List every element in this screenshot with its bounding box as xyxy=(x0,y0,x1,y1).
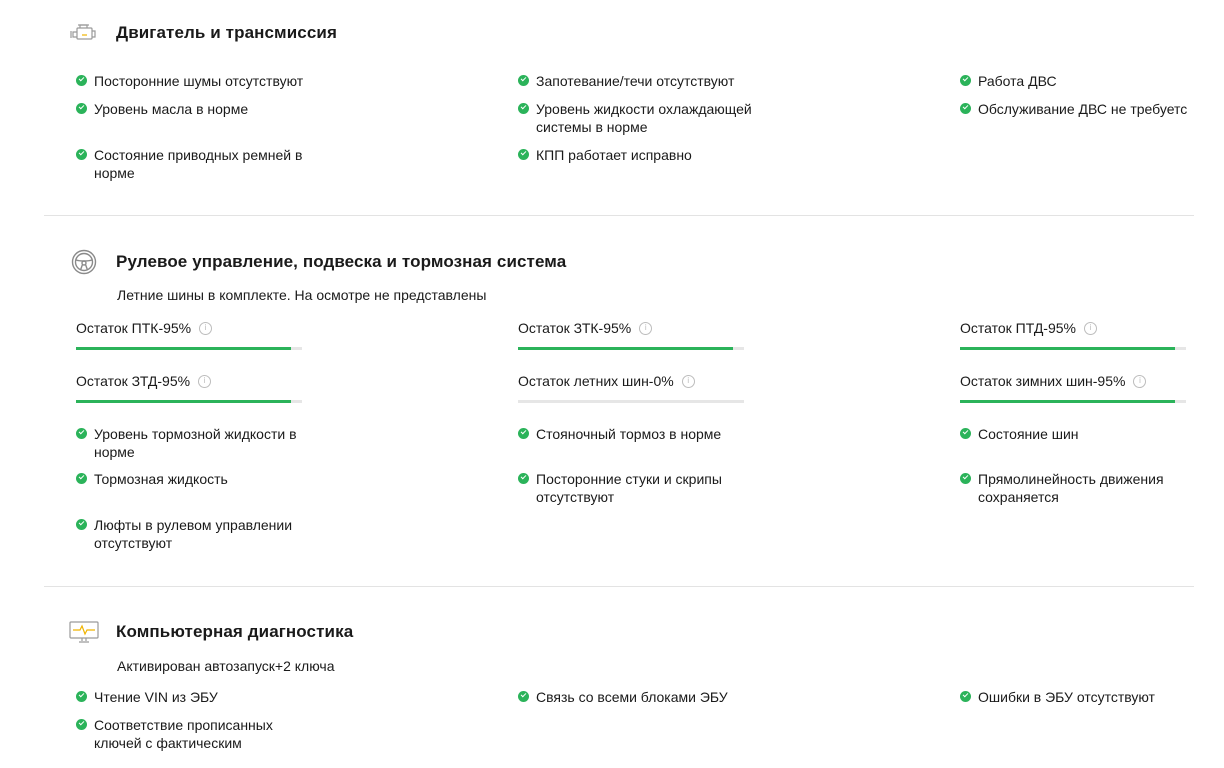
list-item xyxy=(960,688,1210,706)
engine-section-header xyxy=(68,18,337,48)
tire-meter-track xyxy=(76,347,302,350)
tire-meter-track xyxy=(518,347,744,350)
section-note: Активирован автозапуск+2 ключа xyxy=(117,658,335,674)
check-icon xyxy=(960,691,971,702)
tire-meter-fill xyxy=(960,347,1175,350)
list-item-label: Тормозная жидкость xyxy=(94,471,228,487)
list-item-label: Уровень тормозной жидкости в норме xyxy=(94,426,297,460)
diagnostics-section-header xyxy=(68,617,353,647)
list-item xyxy=(76,470,324,488)
list-item-label: Уровень жидкости охлаждающей системы в норме xyxy=(536,101,752,135)
list-item xyxy=(518,100,780,136)
check-icon xyxy=(76,75,87,86)
list-item-label: Люфты в рулевом управлении отсутствуют xyxy=(94,517,293,551)
section-note: Летние шины в комплекте. На осмотре не представлены xyxy=(117,287,487,303)
steering-section-header xyxy=(68,247,566,277)
check-icon xyxy=(518,75,529,86)
tire-meter-fill xyxy=(960,400,1175,403)
list-item xyxy=(518,72,798,90)
list-item xyxy=(518,688,780,706)
check-icon xyxy=(76,691,87,702)
tire-meter-label: Остаток летних шин-0% xyxy=(518,373,674,389)
info-icon[interactable]: i xyxy=(682,375,695,388)
tire-meter xyxy=(76,372,304,390)
check-icon xyxy=(960,103,971,114)
info-icon[interactable]: i xyxy=(639,322,652,335)
tire-meter-track xyxy=(518,400,744,403)
tire-meter-label: Остаток ЗТК-95% xyxy=(518,320,632,336)
list-item xyxy=(76,146,324,182)
list-item-label: Посторонние шумы отсутствуют xyxy=(94,73,304,89)
info-icon[interactable]: i xyxy=(199,322,212,335)
engine-icon xyxy=(68,18,100,48)
check-icon xyxy=(518,691,529,702)
tire-meter-label: Остаток ЗТД-95% xyxy=(76,373,191,389)
section-divider xyxy=(44,215,1194,216)
list-item-label: Ошибки в ЭБУ отсутствуют xyxy=(978,689,1155,705)
tire-meter-track xyxy=(76,400,302,403)
list-item xyxy=(960,425,1210,443)
list-item-label: Связь со всеми блоками ЭБУ xyxy=(536,689,728,705)
list-item-label: Состояние приводных ремней в норме xyxy=(94,147,303,181)
check-icon xyxy=(518,428,529,439)
tire-meter-fill xyxy=(518,347,733,350)
list-item-label: КПП работает исправно xyxy=(536,147,692,163)
check-icon xyxy=(960,473,971,484)
check-icon xyxy=(518,149,529,160)
list-item xyxy=(76,716,298,752)
check-icon xyxy=(76,473,87,484)
list-item xyxy=(960,100,1224,118)
steering-wheel-icon xyxy=(68,247,100,277)
list-item-label: Чтение VIN из ЭБУ xyxy=(94,689,218,705)
tire-meter-fill xyxy=(76,400,291,403)
check-icon xyxy=(960,428,971,439)
tire-meter xyxy=(960,319,1188,337)
info-icon[interactable]: i xyxy=(198,375,211,388)
tire-meter-label: Остаток ПТК-95% xyxy=(76,320,192,336)
check-icon xyxy=(960,75,971,86)
check-icon xyxy=(76,719,87,730)
diagnostics-section-title: Компьютерная диагностика xyxy=(116,622,354,641)
list-item-label: Посторонние стуки и скрипы отсутствуют xyxy=(536,471,722,505)
list-item-label: Стояночный тормоз в норме xyxy=(536,426,722,442)
list-item xyxy=(76,688,324,706)
list-item-label: Уровень масла в норме xyxy=(94,101,249,117)
tire-meter xyxy=(76,319,304,337)
list-item xyxy=(518,146,780,164)
list-item-label: Соответствие прописанных ключей с фактическим xyxy=(94,717,273,751)
check-icon xyxy=(76,103,87,114)
list-item xyxy=(518,425,780,443)
tire-meter-fill xyxy=(76,347,291,350)
tire-meter xyxy=(518,372,746,390)
list-item-label: Обслуживание ДВС не требуетс xyxy=(978,101,1188,117)
list-item xyxy=(960,72,1210,90)
list-item xyxy=(76,100,336,118)
check-icon xyxy=(76,519,87,530)
list-item xyxy=(76,425,324,461)
list-item xyxy=(518,470,754,506)
section-divider xyxy=(44,586,1194,587)
list-item xyxy=(76,72,336,90)
list-item-label: Прямолинейность движения сохраняется xyxy=(978,471,1164,505)
list-item-label: Состояние шин xyxy=(978,426,1079,442)
info-icon[interactable]: i xyxy=(1133,375,1146,388)
list-item-label: Работа ДВС xyxy=(978,73,1057,89)
check-icon xyxy=(518,103,529,114)
tire-meter-track xyxy=(960,347,1186,350)
tire-meter xyxy=(960,372,1188,390)
tire-meter xyxy=(518,319,746,337)
info-icon[interactable]: i xyxy=(1084,322,1097,335)
tire-meter-track xyxy=(960,400,1186,403)
check-icon xyxy=(518,473,529,484)
list-item xyxy=(76,516,324,552)
list-item-label: Запотевание/течи отсутствуют xyxy=(536,73,735,89)
monitor-pulse-icon xyxy=(68,617,100,647)
list-item xyxy=(960,470,1200,506)
check-icon xyxy=(76,428,87,439)
tire-meter-label: Остаток зимних шин-95% xyxy=(960,373,1126,389)
engine-section-title: Двигатель и трансмиссия xyxy=(116,23,337,42)
steering-section-title: Рулевое управление, подвеска и тормозная система xyxy=(116,252,567,271)
tire-meter-label: Остаток ПТД-95% xyxy=(960,320,1076,336)
check-icon xyxy=(76,149,87,160)
